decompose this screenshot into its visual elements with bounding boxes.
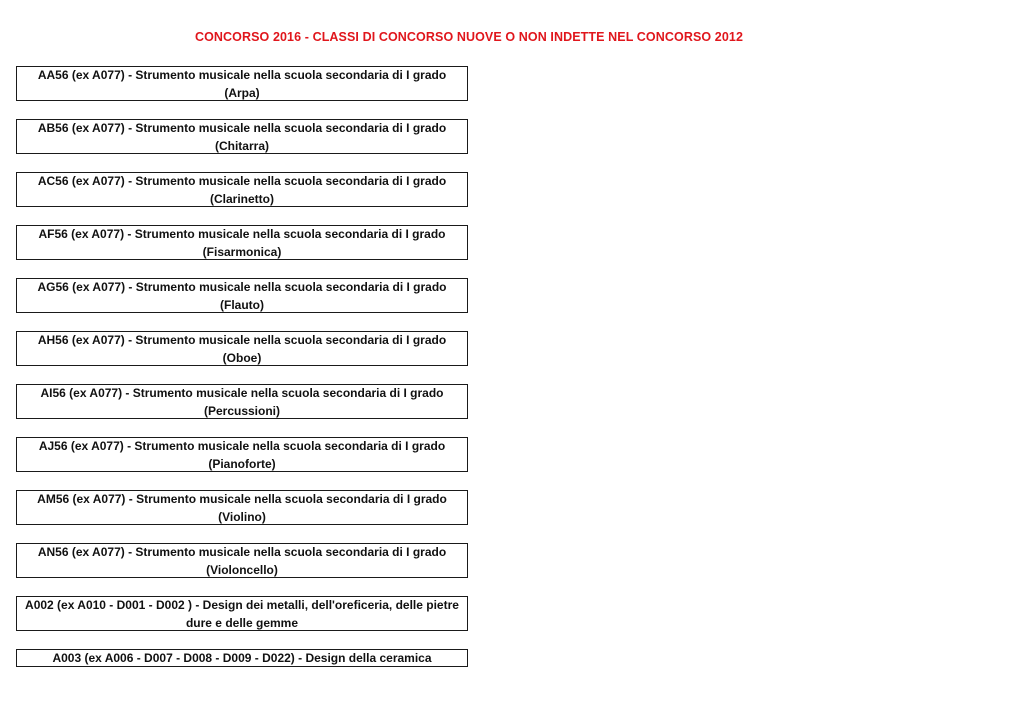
class-entry-aa56: AA56 (ex A077) - Strumento musicale nella scuola secondaria di I grado (Arpa)	[16, 66, 468, 101]
class-entry-an56: AN56 (ex A077) - Strumento musicale nella scuola secondaria di I grado (Violoncello)	[16, 543, 468, 578]
class-entry-am56: AM56 (ex A077) - Strumento musicale nella scuola secondaria di I grado (Violino)	[16, 490, 468, 525]
class-entry-ag56: AG56 (ex A077) - Strumento musicale nella scuola secondaria di I grado (Flauto)	[16, 278, 468, 313]
class-entry-ac56: AC56 (ex A077) - Strumento musicale nella scuola secondaria di I grado (Clarinetto)	[16, 172, 468, 207]
class-entry-a002: A002 (ex A010 - D001 - D002 ) - Design dei metalli, dell'oreficeria, delle pietre dure e delle gemme	[16, 596, 468, 631]
class-entry-a003: A003 (ex A006 - D007 - D008 - D009 - D022) - Design della ceramica	[16, 649, 468, 667]
page-title: CONCORSO 2016 - CLASSI DI CONCORSO NUOVE O NON INDETTE NEL CONCORSO 2012	[194, 30, 744, 44]
class-entry-ab56: AB56 (ex A077) - Strumento musicale nella scuola secondaria di I grado (Chitarra)	[16, 119, 468, 154]
class-entry-ah56: AH56 (ex A077) - Strumento musicale nella scuola secondaria di I grado (Oboe)	[16, 331, 468, 366]
class-entry-aj56: AJ56 (ex A077) - Strumento musicale nella scuola secondaria di I grado (Pianoforte)	[16, 437, 468, 472]
class-entry-af56: AF56 (ex A077) - Strumento musicale nella scuola secondaria di I grado (Fisarmonica)	[16, 225, 468, 260]
class-entry-ai56: AI56 (ex A077) - Strumento musicale nella scuola secondaria di I grado (Percussioni)	[16, 384, 468, 419]
